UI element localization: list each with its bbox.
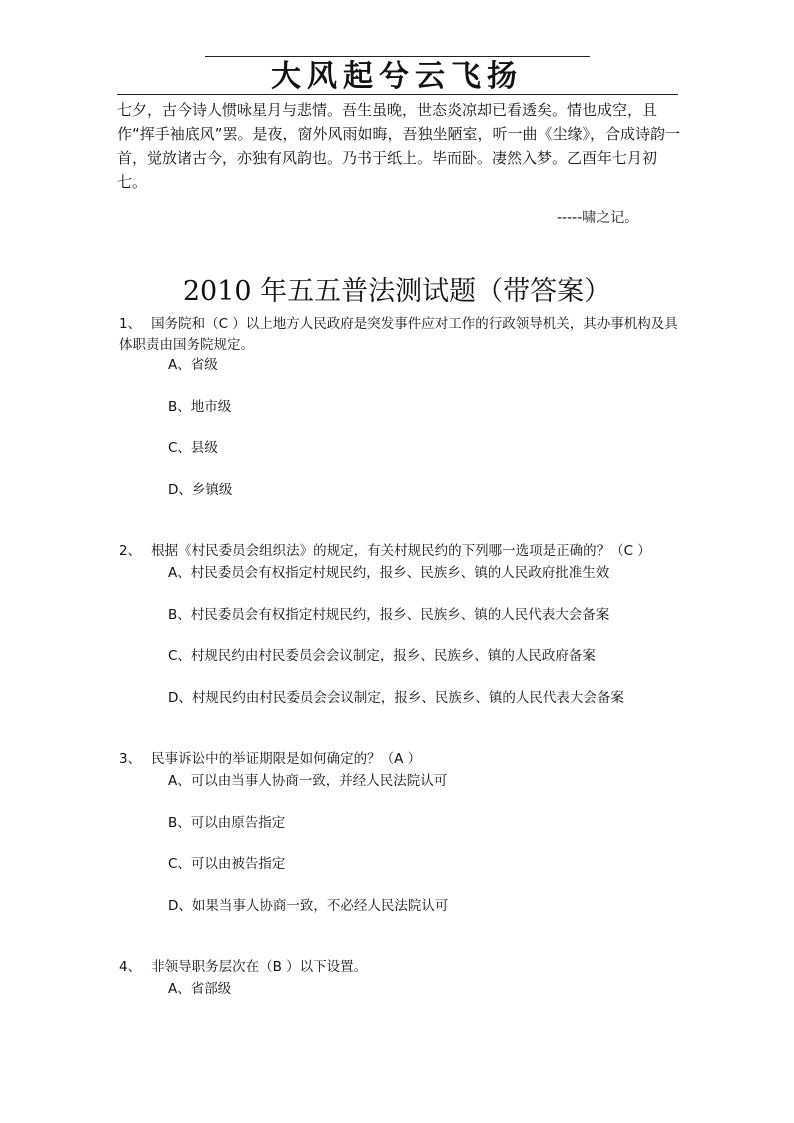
header-rule-bottom (117, 94, 678, 95)
question-1 (119, 314, 679, 356)
question-1-option-a: A、省级 (168, 357, 218, 373)
question-stem: 国务院和（C ）以上地方人民政府是突发事件应对工作的行政领导机关，其办事机构及具体职责由国务院规定。 (119, 316, 678, 353)
question-1-option-c: C、县级 (168, 440, 218, 456)
question-stem: 民事诉讼中的举证期限是如何确定的？（A ） (151, 751, 422, 767)
question-1-option-b: B、地市级 (168, 399, 232, 415)
intro-paragraph: 七夕，古今诗人惯咏星月与悲情。吾生虽晚，世态炎凉却已看透矣。情也成空，且作“挥手袖底风”罢。是夜，窗外风雨如晦，吾独坐陋室，听一曲《尘缘》，合成诗韵一首，觉放诸古今，亦独有风韵也。乃书于纸上。毕而卧。凄然入梦。乙酉年七月初七。 (117, 101, 681, 191)
question-2-option-a: A、村民委员会有权指定村规民约，报乡、民族乡、镇的人民政府批准生效 (168, 565, 610, 581)
question-2-option-b: B、村民委员会有权指定村规民约，报乡、民族乡、镇的人民代表大会备案 (168, 607, 610, 623)
question-3-option-d: D、如果当事人协商一致，不必经人民法院认可 (168, 898, 449, 914)
header-rule-top (205, 56, 590, 57)
question-stem: 非领导职务层次在（B ）以下设置。 (151, 959, 368, 975)
question-number: 2、 (119, 543, 142, 559)
question-1-option-d: D、乡镇级 (168, 482, 233, 498)
question-2-option-d: D、村规民约由村民委员会会议制定，报乡、民族乡、镇的人民代表大会备案 (168, 690, 624, 706)
question-4-option-a: A、省部级 (168, 981, 232, 997)
question-4 (119, 957, 679, 978)
question-3-option-a: A、可以由当事人协商一致，并经人民法院认可 (168, 773, 448, 789)
question-3-option-c: C、可以由被告指定 (168, 856, 286, 872)
question-2-option-c: C、村规民约由村民委员会会议制定，报乡、民族乡、镇的人民政府备案 (168, 648, 596, 664)
question-2 (119, 541, 679, 562)
question-stem: 根据《村民委员会组织法》的规定，有关村规民约的下列哪一选项是正确的？（C ） (151, 543, 651, 559)
question-number: 3、 (119, 751, 142, 767)
banner-heading: 大风起兮云飞扬 (271, 59, 523, 94)
question-3 (119, 749, 679, 770)
question-number: 4、 (119, 959, 142, 975)
document-title: 2010 年五五普法测试题（带答案） (182, 276, 612, 307)
question-3-option-b: B、可以由原告指定 (168, 815, 286, 831)
question-number: 1、 (119, 316, 142, 332)
signature: -----啸之记。 (557, 210, 639, 226)
